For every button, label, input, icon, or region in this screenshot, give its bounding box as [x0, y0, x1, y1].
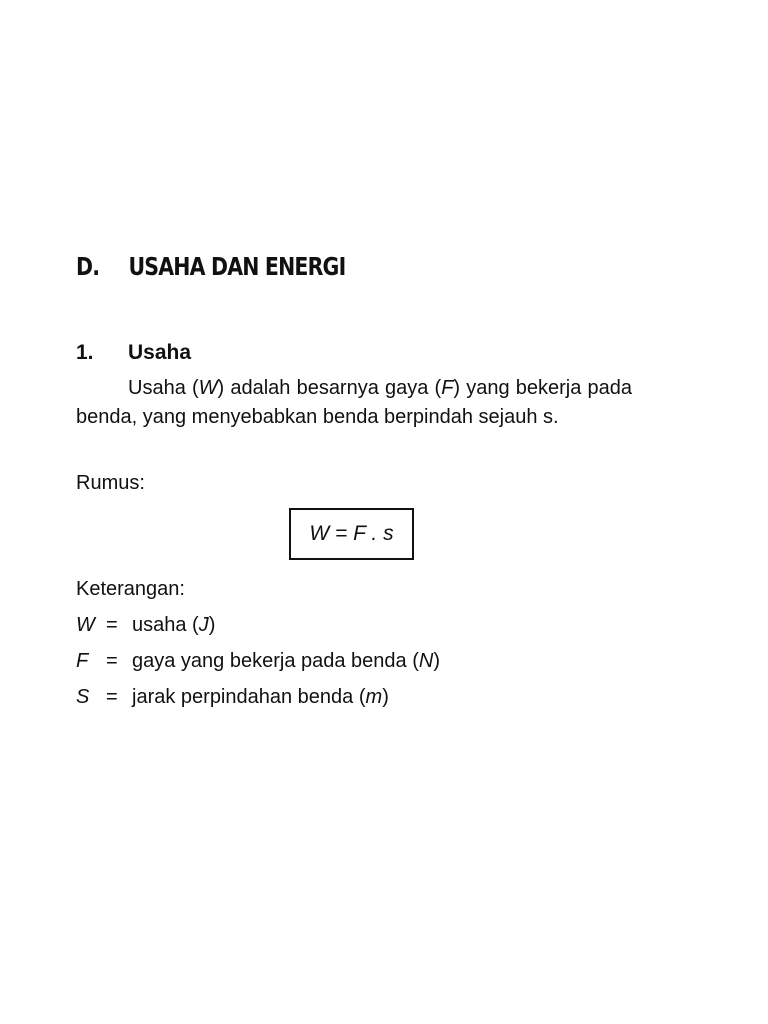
definition-row-s: [76, 686, 389, 709]
definition-unit: m: [365, 686, 383, 708]
definition-equals: =: [106, 650, 118, 672]
variable-f: F: [441, 377, 454, 399]
definition-unit: J: [198, 614, 209, 636]
paragraph-text: ) yang bekerja pada benda, yang menyebabkan benda berpindah sejauh s.: [76, 377, 632, 428]
definition-symbol: F: [76, 650, 89, 672]
definition-symbol: W: [76, 614, 95, 636]
subsection-title: Usaha: [128, 341, 192, 364]
definition-paragraph: [76, 374, 632, 432]
section-title: USAHA DAN ENERGI: [128, 252, 346, 281]
rumus-label: Rumus:: [76, 472, 145, 494]
section-heading: [76, 252, 345, 281]
definition-description: gaya yang bekerja pada benda (: [132, 650, 419, 672]
formula-box: [289, 508, 414, 560]
section-number: D.: [76, 252, 100, 281]
variable-w: W: [198, 377, 218, 399]
paragraph-text: Usaha (: [128, 377, 199, 399]
definition-unit: N: [418, 650, 434, 672]
definition-row-f: [76, 650, 440, 673]
subsection-number: 1.: [76, 341, 94, 364]
definition-row-w: [76, 614, 215, 637]
definition-close: ): [382, 686, 389, 708]
formula-text: W = F . s: [309, 522, 394, 545]
definition-text: [132, 686, 389, 709]
definition-description: usaha (: [132, 614, 199, 636]
definition-description: jarak perpindahan benda (: [132, 686, 366, 708]
definition-close: ): [433, 650, 441, 672]
definition-equals: =: [106, 686, 118, 708]
definition-text: [132, 614, 215, 637]
definition-symbol: S: [76, 686, 90, 708]
definition-text: [132, 650, 440, 673]
subsection-heading: [76, 341, 191, 365]
paragraph-text: ) adalah besarnya gaya (: [217, 377, 442, 399]
keterangan-label: Keterangan:: [76, 578, 185, 600]
definition-close: ): [208, 614, 216, 636]
definition-equals: =: [106, 614, 118, 636]
